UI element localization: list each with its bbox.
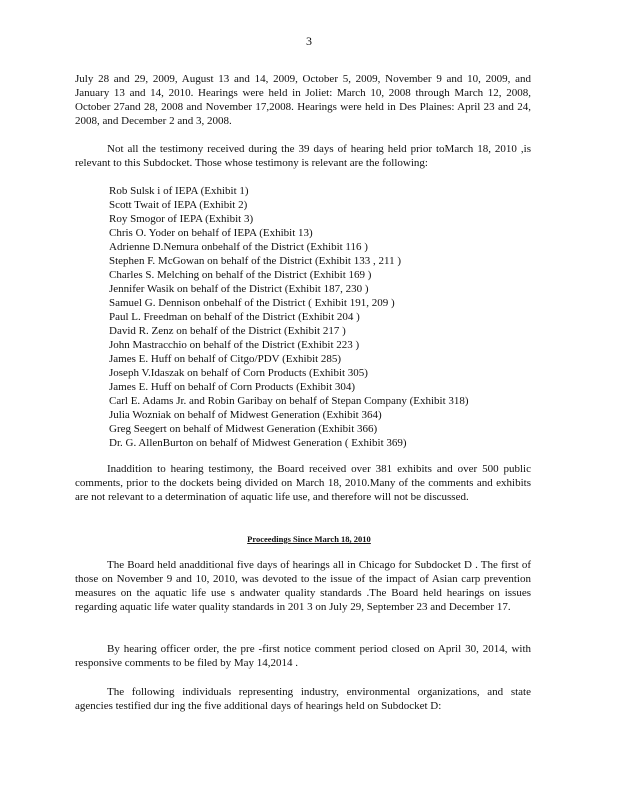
list-item: David R. Zenz on behalf of the District (Exhibit 217 ): [109, 325, 346, 337]
paragraph-hearing-dates: July 28 and 29, 2009, August 13 and 14, 2009, October 5, 2009, November 9 and 10, 2009, and January 13 and 14, 2010. Hearings were held in Joliet: March 10, 2008 through March 12, 2008, October 27and 28, 2008 and November 17,2008. Hearings were held in Des Plaines: April 23 and 24, 2008, and December 2 and 3, 2008.: [75, 73, 531, 127]
list-item: Julia Wozniak on behalf of Midwest Generation (Exhibit 364): [109, 409, 382, 421]
list-item: Stephen F. McGowan on behalf of the District (Exhibit 133 , 211 ): [109, 255, 401, 267]
list-item: Charles S. Melching on behalf of the District (Exhibit 169 ): [109, 269, 372, 281]
list-item: Greg Seegert on behalf of Midwest Generation (Exhibit 366): [109, 423, 378, 435]
list-item: Roy Smogor of IEPA (Exhibit 3): [109, 213, 254, 225]
list-item: James E. Huff on behalf of Citgo/PDV (Exhibit 285): [109, 353, 342, 365]
page-number: 3: [306, 34, 312, 48]
list-item: Joseph V.Idaszak on behalf of Corn Products (Exhibit 305): [109, 367, 368, 379]
list-item: Dr. G. AllenBurton on behalf of Midwest Generation ( Exhibit 369): [109, 437, 407, 449]
list-item: Adrienne D.Nemura onbehalf of the District (Exhibit 116 ): [109, 241, 368, 253]
paragraph-comment-period: By hearing officer order, the pre -first notice comment period closed on April 30, 2014, with responsive comments to be filed by May 14,2014 .: [75, 643, 531, 669]
list-item: James E. Huff on behalf of Corn Products (Exhibit 304): [109, 381, 356, 393]
paragraph-additional-hearings: The Board held anadditional five days of hearings all in Chicago for Subdocket D . The first of those on November 9 and 10, 2010, was devoted to the issue of the impact of Asian carp prevention measures on the aquatic life use s andwater quality standards .The Board held hearings on issues regarding aquatic life water quality standards in 201 3 on July 29, September 23 and December 17.: [75, 559, 531, 613]
paragraph-testimony-intro: Not all the testimony received during the 39 days of hearing held prior toMarch 18, 2010 ,is relevant to this Subdocket. Those whose testimony is relevant are the following:: [75, 143, 531, 169]
list-item: Rob Sulsk i of IEPA (Exhibit 1): [109, 185, 249, 197]
list-item: Carl E. Adams Jr. and Robin Garibay on behalf of Stepan Company (Exhibit 318): [109, 395, 469, 407]
witness-list: [109, 184, 469, 450]
list-item: John Mastracchio on behalf of the District (Exhibit 223 ): [109, 339, 360, 351]
list-item: Scott Twait of IEPA (Exhibit 2): [109, 199, 248, 211]
paragraph-testifiers-intro: The following individuals representing industry, environmental organizations, and state agencies testified dur ing the five additional days of hearings held on Subdocket D:: [75, 686, 531, 712]
list-item: Samuel G. Dennison onbehalf of the District ( Exhibit 191, 209 ): [109, 297, 395, 309]
section-heading: Proceedings Since March 18, 2010: [247, 534, 371, 544]
list-item: Chris O. Yoder on behalf of IEPA (Exhibit 13): [109, 227, 313, 239]
list-item: Paul L. Freedman on behalf of the District (Exhibit 204 ): [109, 311, 360, 323]
list-item: Jennifer Wasik on behalf of the District (Exhibit 187, 230 ): [109, 283, 369, 295]
paragraph-exhibits: Inaddition to hearing testimony, the Board received over 381 exhibits and over 500 public comments, prior to the dockets being divided on March 18, 2010.Many of the comments and exhibits are not relevant to a determination of aquatic life use, and therefore will not be discussed.: [75, 463, 531, 503]
